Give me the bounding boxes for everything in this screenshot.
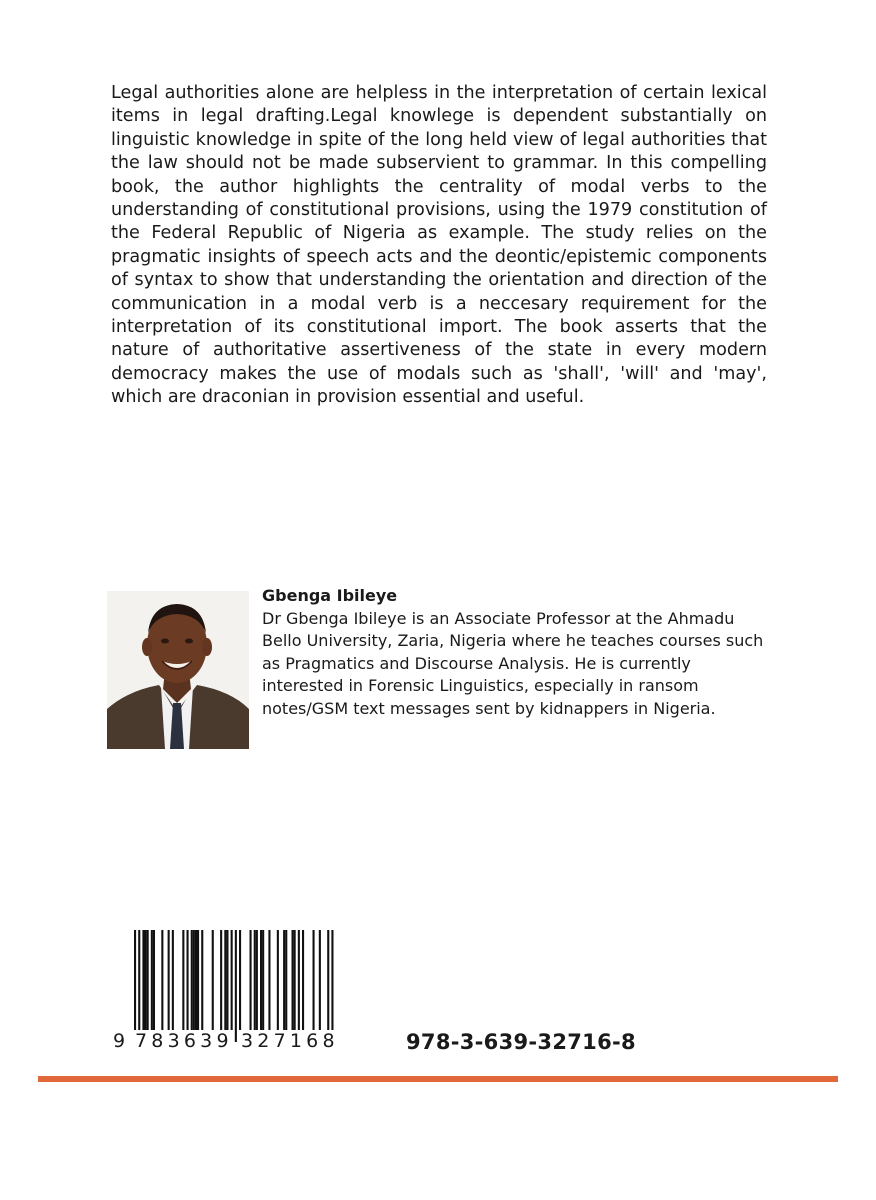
barcode-right-group: 327168 [241,1030,339,1052]
barcode-bar [168,930,170,1030]
barcode-bar [298,930,300,1030]
barcode-bar [302,930,304,1030]
accent-rule [38,1076,838,1082]
isbn-number: 978-3-639-32716-8 [406,1030,636,1054]
barcode-bar [134,930,136,1042]
barcode-bar [153,930,155,1030]
barcode-bar [254,930,256,1030]
barcode-bar [187,930,189,1030]
barcode-bar [294,930,296,1030]
barcode-bar [285,930,287,1030]
barcode-lead-digit: 9 [113,1030,126,1052]
barcode-bar [172,930,174,1030]
barcode-left-group: 783639 [135,1030,233,1052]
barcode-bar [235,930,237,1042]
barcode-bar [256,930,258,1030]
barcode-bar [224,930,226,1030]
barcode-bar [226,930,228,1030]
barcode-digits [112,1030,358,1054]
barcode-bar [193,930,195,1030]
barcode-bar [313,930,315,1030]
barcode-bar [319,930,321,1030]
barcode-bar [151,930,153,1030]
barcode-bar [327,930,329,1042]
barcode-bar [161,930,163,1030]
author-block [262,585,772,721]
barcode-bar [138,930,140,1042]
barcode-bar [191,930,193,1030]
barcode-bar [268,930,270,1030]
author-bio: Dr Gbenga Ibileye is an Associate Professor at the Ahmadu Bello University, Zaria, Nigeria where he teaches courses such as Pragmatics and Discourse Analysis. He is currently interested in Forensic Linguistics, especially in ransom notes/GSM text messages sent by kidnappers in Nigeria. [262,608,764,718]
barcode-bar [201,930,203,1030]
barcode-bar [262,930,264,1030]
barcode-bar [239,930,241,1030]
barcode-bar [292,930,294,1030]
barcode-bar [142,930,144,1030]
barcode-bar [195,930,197,1030]
barcode-bar [331,930,333,1042]
barcode-bar [212,930,214,1030]
barcode-bar [197,930,199,1030]
barcode-bar [283,930,285,1030]
barcode-bar [260,930,262,1030]
barcode-bar [250,930,252,1030]
barcode-bar [147,930,149,1030]
barcode-bar [220,930,222,1030]
barcode-bar [277,930,279,1030]
author-name: Gbenga Ibileye [262,586,398,605]
barcode-bar [182,930,184,1030]
barcode-bar [231,930,233,1042]
author-photo [107,591,249,749]
back-cover-blurb: Legal authorities alone are helpless in the interpretation of certain lexical items in legal drafting.Legal knowlege is dependent substantially on linguistic knowledge in spite of the long held view of legal authorities that the law should not be made subservient to grammar. In this compelling book, the author highlights the centrality of modal verbs to the understanding of constitutional provisions, using the 1979 constitution of the Federal Republic of Nigeria as example. The study relies on the pragmatic insights of speech acts and the deontic/epistemic components of syntax to show that understanding the orientation and direction of the communication in a modal verb is a neccesary requirement for the interpretation of its constitutional import. The book asserts that the nature of authoritative assertiveness of the state in every modern democracy makes the use of modals such as 'shall', 'will' and 'may', which are draconian in provision essential and useful. [111,83,767,408]
isbn-barcode [112,930,358,1056]
barcode-bars [112,930,358,1042]
barcode-bar [145,930,147,1030]
